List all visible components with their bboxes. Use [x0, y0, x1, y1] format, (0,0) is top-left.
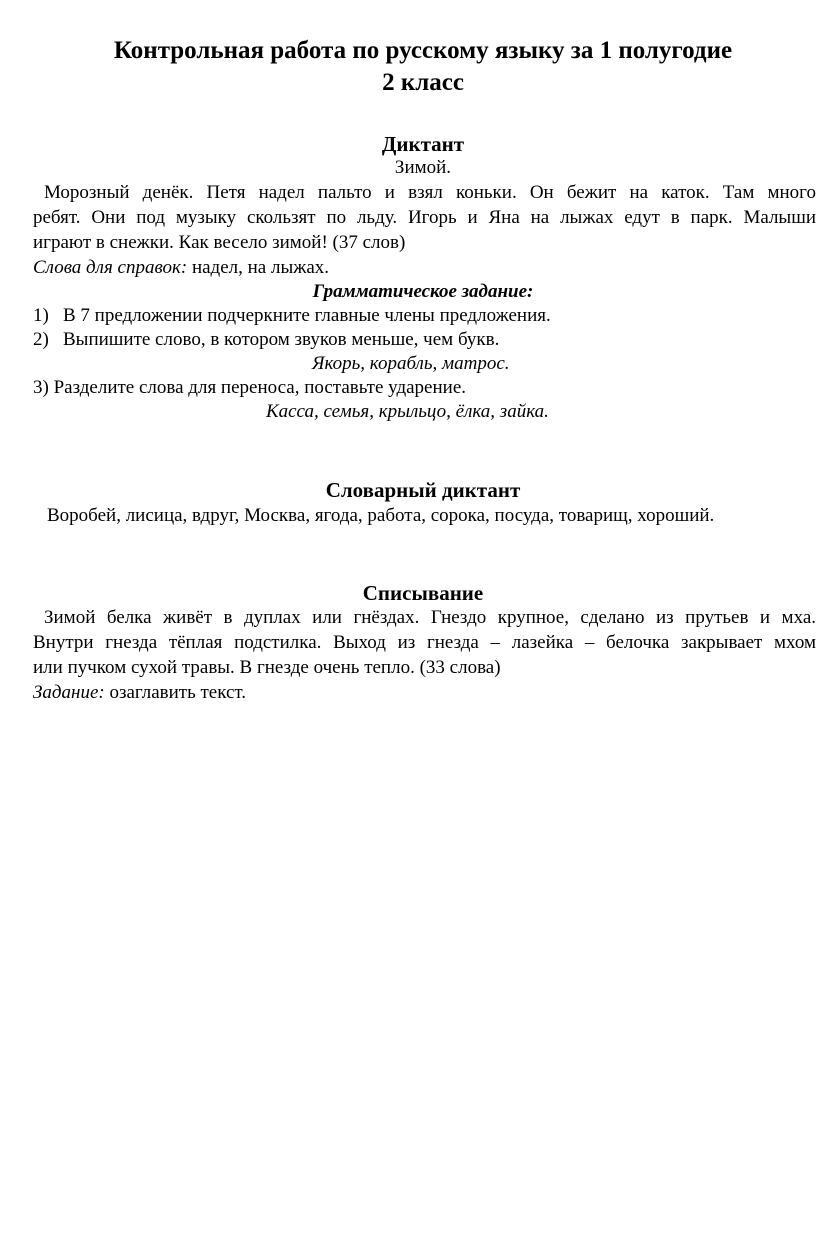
- copying-heading: Списывание: [362, 581, 484, 605]
- vocabulary-heading: Словарный диктант: [325, 478, 521, 502]
- task-item-3: 3) Разделите слова для переноса, поставьте ударение.: [33, 377, 467, 398]
- task2-words: Якорь, корабль, матрос.: [312, 353, 510, 374]
- reference-words-line: [33, 256, 329, 280]
- vocabulary-words: Воробей, лисица, вдруг, Москва, ягода, работа, сорока, посуда, товарищ, хороший.: [47, 505, 715, 526]
- dictation-text-line: играют в снежки. Как весело зимой! (37 слов): [33, 232, 406, 253]
- document-title-line2: 2 класс: [382, 69, 464, 96]
- dictation-subtitle: Зимой.: [394, 157, 452, 178]
- task-item-1: [33, 304, 551, 328]
- copying-text-line: Зимой белка живёт в дуплах или гнёздах. Гнездо крупное, сделано из прутьев и мха.: [44, 607, 816, 628]
- grammar-heading: Грамматическое задание:: [312, 281, 534, 302]
- dictation-heading: Диктант: [381, 132, 465, 156]
- copying-task-text: озаглавить текст.: [104, 682, 247, 703]
- task-item-2: [33, 328, 499, 352]
- task-text: В 7 предложении подчеркните главные члены предложения.: [63, 305, 551, 326]
- copying-text-line: Внутри гнезда тёплая подстилка. Выход из гнезда – лазейка – белочка закрывает мхом: [33, 632, 816, 653]
- dictation-text-line: Морозный денёк. Петя надел пальто и взял коньки. Он бежит на каток. Там много: [44, 182, 816, 203]
- copying-task-label: Задание:: [33, 682, 105, 703]
- copying-text-line: или пучком сухой травы. В гнезде очень тепло. (33 слова): [33, 657, 501, 678]
- task-number: 1): [33, 305, 49, 326]
- document-title-line1: Контрольная работа по русскому языку за 1 полугодие: [113, 37, 733, 64]
- reference-words: надел, на лыжах.: [187, 257, 330, 278]
- task3-words: Касса, семья, крыльцо, ёлка, зайка.: [266, 401, 549, 422]
- dictation-text-line: ребят. Они под музыку скользят по льду. Игорь и Яна на лыжах едут в парк. Малыши: [33, 207, 816, 228]
- task-number: 2): [33, 329, 49, 350]
- reference-label: Слова для справок:: [33, 257, 188, 278]
- task-text: Выпишите слово, в котором звуков меньше, чем букв.: [63, 329, 500, 350]
- copying-task-line: [33, 681, 246, 705]
